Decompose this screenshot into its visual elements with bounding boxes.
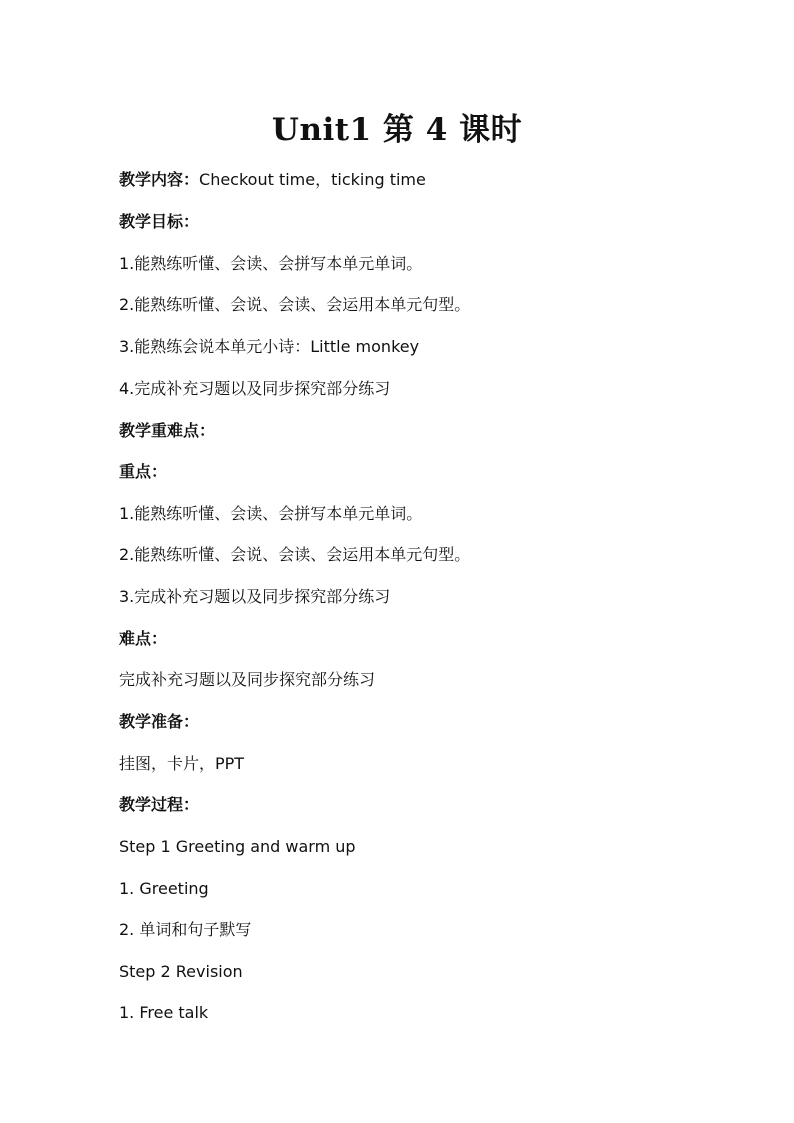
goal-item-2: 2.能熟练听懂、会说、会读、会运用本单元句型。 [119,295,471,314]
step-1-heading: Step 1 Greeting and warm up [119,837,356,856]
teaching-content-label: 教学内容： [119,170,200,189]
difficult-point-item: 完成补充习题以及同步探究部分练习 [119,670,376,689]
step-2-heading: Step 2 Revision [119,962,243,981]
teaching-content-line [119,169,426,191]
step-1-item-1: 1. Greeting [119,879,209,898]
teaching-process-heading: 教学过程： [119,795,200,814]
key-point-item-3: 3.完成补充习题以及同步探究部分练习 [119,587,391,606]
step-1-item-2: 2. 单词和句子默写 [119,920,252,939]
teaching-content-text: Checkout time，ticking time [199,170,426,189]
teaching-preparation-text: 挂图，卡片，PPT [119,754,245,773]
teaching-goals-heading: 教学目标： [119,212,200,231]
teaching-preparation-heading: 教学准备： [119,712,200,731]
goal-item-3: 3.能熟练会说本单元小诗：Little monkey [119,337,420,356]
goal-item-4: 4.完成补充习题以及同步探究部分练习 [119,379,391,398]
page-title: Unit1 第 4 课时 [271,112,523,148]
key-point-item-1: 1.能熟练听懂、会读、会拼写本单元单词。 [119,504,423,523]
step-2-item-1: 1. Free talk [119,1003,209,1022]
key-point-item-2: 2.能熟练听懂、会说、会读、会运用本单元句型。 [119,545,471,564]
key-points-heading: 重点： [119,462,168,481]
key-difficult-points-heading: 教学重难点： [119,421,216,440]
goal-item-1: 1.能熟练听懂、会读、会拼写本单元单词。 [119,254,423,273]
difficult-points-heading: 难点： [119,629,168,648]
